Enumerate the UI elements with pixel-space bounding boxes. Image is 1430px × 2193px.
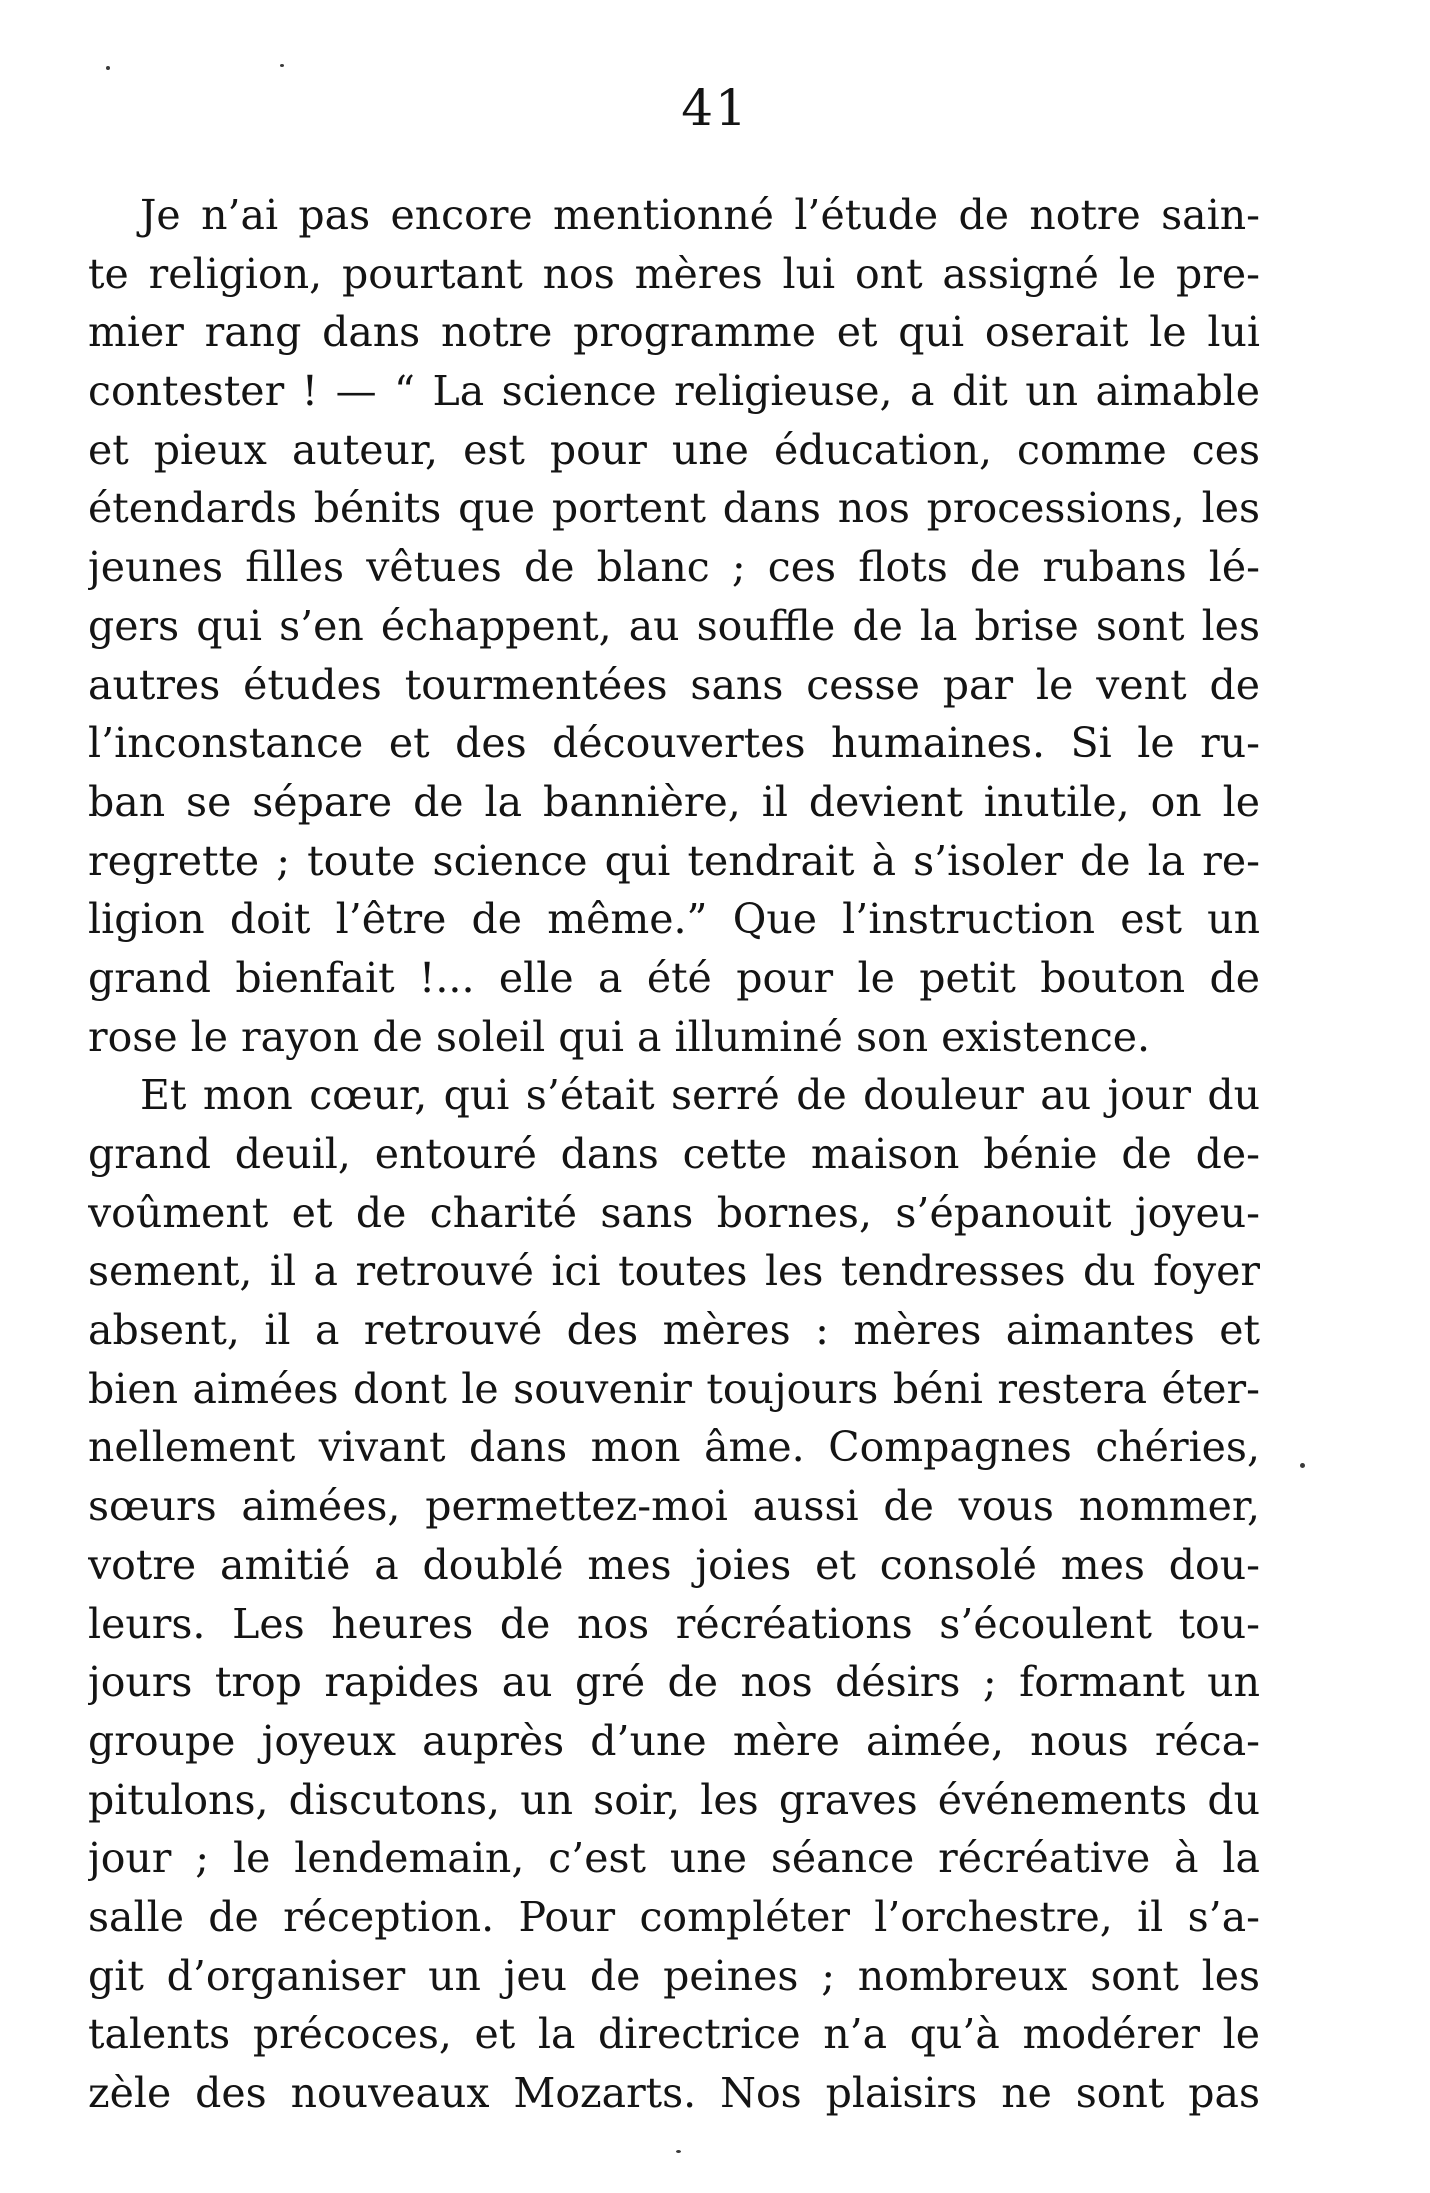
text-line: ban se sépare de la bannière, il devient inutile, on le <box>88 777 1260 826</box>
text-line: gers qui s’en échappent, au souffle de la brise sont les <box>88 601 1260 650</box>
text-line: jeunes filles vêtues de blanc ; ces flots de rubans lé- <box>88 543 1260 592</box>
print-speck <box>676 2150 681 2153</box>
text-line: étendards bénits que portent dans nos processions, les <box>88 484 1260 533</box>
text-line: voûment et de charité sans bornes, s’épanouit joyeu- <box>88 1188 1260 1237</box>
text-line: rose le rayon de soleil qui a illuminé son existence. <box>88 1012 1151 1061</box>
paragraph-2 <box>88 1066 1260 2122</box>
text-line: Je n’ai pas encore mentionné l’étude de notre sain- <box>140 191 1260 239</box>
text-line: regrette ; toute science qui tendrait à s’isoler de la re- <box>88 836 1260 885</box>
text-line: sement, il a retrouvé ici toutes les tendresses du foyer <box>88 1247 1260 1296</box>
text-line: salle de réception. Pour compléter l’orchestre, il s’a- <box>88 1892 1260 1941</box>
text-line: zèle des nouveaux Mozarts. Nos plaisirs ne sont pas <box>88 2069 1260 2117</box>
text-line: grand bienfait !... elle a été pour le petit bouton de <box>88 953 1260 1002</box>
text-line: Et mon cœur, qui s’était serré de douleur au jour du <box>140 1071 1260 1120</box>
text-line: grand deuil, entouré dans cette maison bénie de de- <box>88 1130 1260 1178</box>
body-text <box>88 186 1260 2123</box>
text-line: et pieux auteur, est pour une éducation, comme ces <box>88 425 1260 474</box>
print-speck <box>106 66 110 70</box>
text-line: pitulons, discutons, un soir, les graves événements du <box>88 1775 1260 1824</box>
text-line: nellement vivant dans mon âme. Compagnes chéries, <box>88 1423 1260 1472</box>
paragraph-1 <box>88 186 1260 1066</box>
text-line: groupe joyeux auprès d’une mère aimée, nous réca- <box>88 1716 1260 1765</box>
text-line: te religion, pourtant nos mères lui ont assigné le pre- <box>88 249 1260 298</box>
text-line: sœurs aimées, permettez-moi aussi de vous nommer, <box>88 1482 1260 1531</box>
text-line: ligion doit l’être de même.” Que l’instruction est un <box>88 895 1260 944</box>
text-line: jour ; le lendemain, c’est une séance récréative à la <box>88 1834 1260 1883</box>
print-speck <box>280 64 284 67</box>
text-line: jours trop rapides au gré de nos désirs ; formant un <box>88 1658 1260 1707</box>
text-line: leurs. Les heures de nos récréations s’écoulent tou- <box>88 1599 1260 1648</box>
text-line: contester ! — “ La science religieuse, a dit un aimable <box>88 367 1260 416</box>
print-speck <box>1300 1463 1305 1468</box>
text-line: votre amitié a doublé mes joies et consolé mes dou- <box>88 1540 1260 1589</box>
text-line: absent, il a retrouvé des mères : mères aimantes et <box>88 1306 1260 1355</box>
text-line: bien aimées dont le souvenir toujours béni restera éter- <box>88 1364 1260 1413</box>
text-line: mier rang dans notre programme et qui oserait le lui <box>88 308 1260 357</box>
text-line: l’inconstance et des découvertes humaines. Si le ru- <box>88 719 1260 768</box>
page-number: 41 <box>681 79 749 137</box>
text-line: talents précoces, et la directrice n’a qu’à modérer le <box>88 2010 1260 2059</box>
text-line: git d’organiser un jeu de peines ; nombreux sont les <box>88 1951 1260 2000</box>
text-line: autres études tourmentées sans cesse par le vent de <box>88 660 1260 709</box>
